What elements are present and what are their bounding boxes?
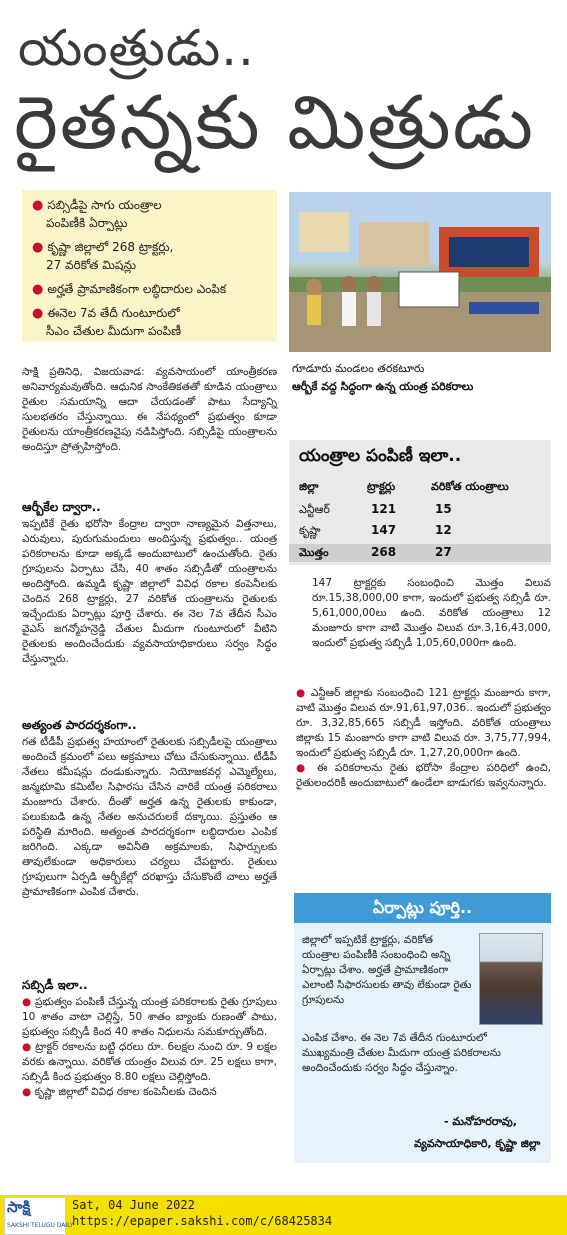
quote-title: ఏర్పాట్లు పూర్తి.. (294, 893, 551, 923)
headline-line1: యంత్రుడు.. (18, 19, 255, 77)
sakshi-logo: సాక్షి SAKSHI TELUGU DAILY (4, 1197, 66, 1235)
bullet-icon: ● (22, 996, 35, 1008)
officer-portrait (479, 933, 543, 1025)
table-header: జిల్లా (299, 480, 319, 493)
list-item: ● కృష్ణా జిల్లాలో వివిధ రకాల కంపెనీలకు చెందిన (22, 1086, 217, 1098)
photo-illustration (289, 192, 551, 352)
highlight-item: సీఎం చేతుల మీదుగా పంపిణీ (46, 324, 182, 338)
bullet-icon: ● (296, 762, 317, 774)
bullet-icon: ● (32, 198, 44, 213)
table-header: వరికోత యంత్రాలు (431, 480, 509, 493)
quote-box (294, 893, 551, 1163)
table-row: ఎన్టీఆర్ (299, 503, 330, 516)
list-item: ● ప్రభుత్వం పంపిణీ చేస్తున్న యంత్ర పరికరాలకు రైతు గ్రూపులు 10 శాతం వాటా చెల్లిస్తే, 50 శాతం బ్యాంకు రుణంతో పాటు, ప్రభుత్వం సబ్సిడీ కింద 40 శాతం నిధులను సమకూర్చుతోంది. (22, 996, 277, 1038)
article-intro: సాక్షి ప్రతినిధి, విజయవాడ: వ్యవసాయంలో యాంత్రీకరణ అనివార్యమవుతోంది. ఆధునిక సాంకేతికతతో కూడిన యంత్రాలు రైతుల సమయాన్ని ఆదా చేయడంతో పాటు సేద్యాన్ని సులభతరం చేస్తున్నాయి. ఈ నేపథ్యంలో ప్రభుత్వం కూడా రైతులను యాంత్రీకరణవైపు నడిపిస్తోంది. సబ్సిడీపై యంత్రాలను అందిస్తూ ప్రోత్సహిస్తోంది. (22, 366, 277, 453)
highlight-item: ● అర్హతే ప్రామాణికంగా లబ్ధిదారుల ఎంపిక (32, 282, 227, 297)
highlight-item: ● కృష్ణా జిల్లాలో 268 ట్రాక్టర్లు, (32, 240, 174, 255)
quote-signature-title: వ్యవసాయాధికారి, కృష్ణా జిల్లా (414, 1137, 541, 1150)
quote-signature-name: - మనోహరరావు, (444, 1115, 517, 1128)
page-footer (0, 1195, 567, 1235)
list-item: ● ఈ పరికరాలను రైతు భరోసా కేంద్రాల పరిధిలో ఉంచి, రైతులందరికీ అందుబాటులో ఉండేలా బాడుగకు ఇవ్వనున్నారు. (296, 762, 551, 789)
table-title: యంత్రాల పంపిణీ ఇలా.. (299, 446, 462, 466)
headline-line2: రైతన్నకు మిత్రుడు (14, 80, 535, 166)
subsidy-bullets (22, 995, 277, 1100)
highlight-item: ● సబ్సిడీపై సాగు యంత్రాల (32, 198, 162, 213)
list-item: ● ట్రాక్టర్ రకాలను బట్టి ధరలు రూ. 6లక్షల నుంచి రూ. 9 లక్షల వరకు ఉన్నాయి. వరికోత యంత్రం విలువ రూ. 25 లక్షలు కాగా, సబ్సిడీ కింద ప్రభుత్వం 8.80 లక్షలు చెల్లిస్తోంది. (22, 1041, 277, 1083)
equipment-photo (289, 192, 551, 352)
highlight-item: 27 వరికోత మిషన్లు (46, 258, 137, 272)
table-row: కృష్ణా (299, 524, 321, 537)
epaper-link[interactable]: https://epaper.sakshi.com/c/68425834 (72, 1214, 333, 1228)
article-section1: ఇప్పటికే రైతు భరోసా కేంద్రాల ద్వారా నాణ్యమైన విత్తనాలు, ఎరువులు, పురుగుమందులు అందిస్తున్న ప్రభుత్వం.. యంత్ర పరికరాలను కూడా అక్కడే అందుబాటులో ఉంచుతోంది. రైతు గ్రూపులను ఏర్పాటు చేసి, 40 శాతం సబ్సిడీతో యంత్రాలను అందిస్తోంది. ఉమ్మడి కృష్ణా జిల్లాలో వివిధ రకాల కంపెనీలకు చెందిన 268 ట్రాక్టర్లు, 27 వరికోత యంత్రాలను రైతులకు ఇచ్చేందుకు ఏర్పాట్లు పూర్తి చేశారు. ఈ నెల 7వ తేదీన సీఎం వైఎస్ జగన్మోహన్రెడ్డి చేతుల మీదుగా గుంటూరులో వీటిని రైతులకు అందించేందుకు వ్యవసాయాధికారులు సర్వం సిద్ధం చేస్తున్నారు. (22, 518, 277, 665)
quote-text: ఎంపిక చేశాం. ఈ నెల 7వ తేదీన గుంటూరులో ముఖ్యమంత్రి చేతుల మీదుగా యంత్ర పరికరాలను అందించేందుకు సర్వం సిద్ధం చేస్తున్నాం. (302, 1032, 501, 1074)
bullet-icon: ● (22, 1041, 36, 1053)
edition-date: Sat, 04 June 2022 (72, 1198, 195, 1212)
section-heading: అత్యంత పారదర్శకంగా.. (22, 718, 137, 732)
article-section2: గత టీడీపీ ప్రభుత్వ హయాంలో రైతులకు సబ్సిడీలపై యంత్రాలు అందించే క్రమంలో పలు అక్రమాలు చోటు చేసుకున్నాయి. టీడీపీ నేతలు కమీషన్లు దండుకున్నారు. నియోజకవర్గ ఎమ్మెల్యేలు, జన్మభూమి కమిటీల సిఫారసు చేసిన వారికే యంత్ర పరికరాలు మంజూరు చేశారు. దీంతో అర్హత ఉన్న రైతులకు కాకుండా, పలుకుబడి ఉన్న నేతల అనుచరులకే దక్కాయి. ప్రస్తుతం ఆ పరిస్థితి మారింది. అత్యంత పారదర్శకంగా లబ్ధిదారుల ఎంపిక జరిగింది. ఎక్కడా అవినీతి అక్రమాలకు, సిఫార్సులకు తావులేకుండా అధికారులు చర్యలు చేపట్టారు. రైతులు గ్రూపులుగా ఏర్పడి ఆర్బీకేల్లో దరఖాస్తు చేసుకొంటే చాలు అర్హతే ప్రామాణికంగా ఎంపిక చేశారు. (22, 736, 277, 898)
bullet-icon: ● (22, 1086, 35, 1098)
table-row: మొత్తం (299, 546, 329, 559)
list-item: ● ఎన్టీఆర్ జిల్లాకు సంబంధించి 121 ట్రాక్టర్లు మంజూరు కాగా, వాటి మొత్తం విలువ రూ.91,61,97,036.. ఇందులో ప్రభుత్వం రూ. 3,32,85,665 సబ్సిడీ ఇస్తోంది. వరికోత యంత్రాలు జిల్లాకు 15 మంజూరు కాగా వాటి విలువ రూ. 3,75,77,994, ఇందులో ప్రభుత్వ సబ్సిడీ రూ. 1,27,20,000గా ఉంది. (296, 687, 551, 759)
article-right-continuation: 147 ట్రాక్టర్లకు సంబంధించి మొత్తం విలువ రూ.15,38,000,00 కాగా, ఇందులో ప్రభుత్వ సబ్సిడీ రూ. 5,61,000,00లు ఉంది. వరికోత యంత్రాలు 12 మంజూరు కాగా వాటి మొత్తం విలువ రూ.3,16,43,000, ఇందులో ప్రభుత్వ సబ్సిడీ 1,05,60,000గా ఉంది. (312, 577, 551, 649)
highlight-item: పంపిణీకి ఏర్పాట్లు (46, 216, 128, 230)
photo-caption: గూడూరు మండలం తరకటూరు ఆర్బీకే వద్ద సిద్ధంగా ఉన్న యంత్ర పరికరాలు (292, 362, 474, 393)
bullet-icon: ● (32, 282, 44, 297)
section-heading: ఆర్బీకేల ద్వారా.. (22, 500, 101, 514)
table-header: ట్రాక్టర్లు (367, 480, 396, 493)
section-heading: సబ్సిడీ ఇలా.. (22, 978, 88, 992)
highlights-box (22, 190, 277, 342)
distribution-table: యంత్రాల పంపిణీ ఇలా.. జిల్లా ట్రాక్టర్లు వరికోత యంత్రాలు ఎన్టీఆర్ 121 15 కృష్ణా 147 12 మొత్తం 268 27 (289, 440, 551, 565)
bullet-icon: ● (32, 306, 44, 321)
highlight-item: ● ఈనెల 7వ తేదీ గుంటూరులో (32, 306, 180, 321)
quote-text: జిల్లాలో ఇప్పటికే ట్రాక్టర్లు, వరికోత యంత్రాల పంపిణీకి సంబంధించి అన్ని ఏర్పాట్లు చేశాం. అర్హతే ప్రామాణికంగా ఎలాంటి సిఫారసులకు తావు లేకుండా రైతు గ్రూపులను (302, 934, 472, 1006)
right-bullets (296, 686, 551, 791)
bullet-icon: ● (296, 687, 311, 699)
bullet-icon: ● (32, 240, 44, 255)
